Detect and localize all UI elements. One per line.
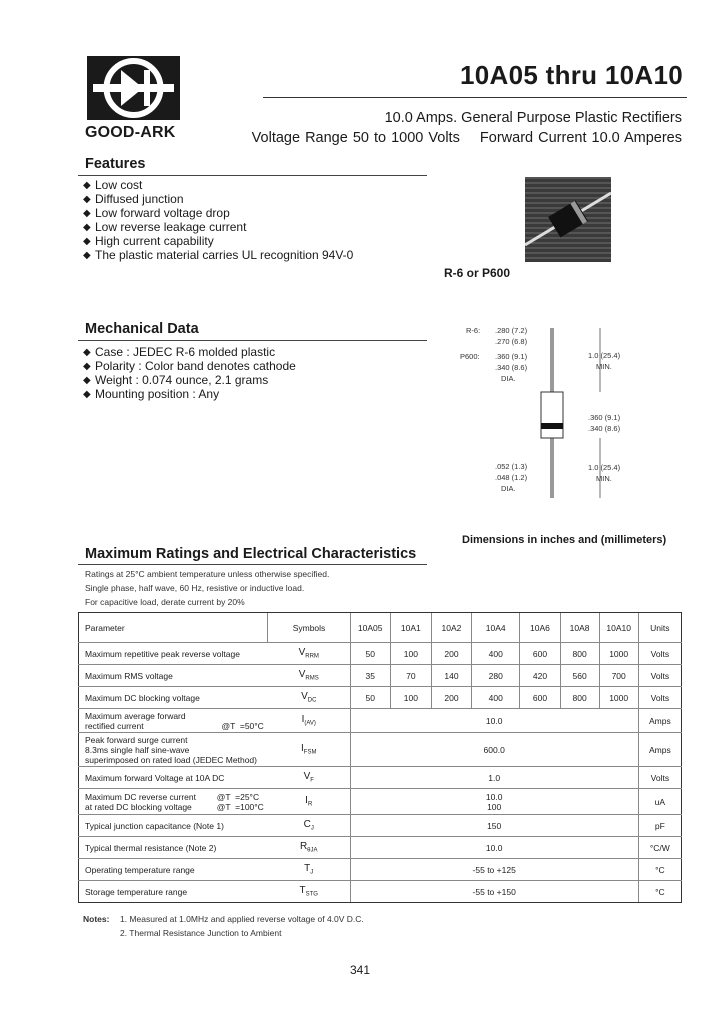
- symbol-text: V: [301, 691, 308, 703]
- lead-top-dim-b: MIN.: [596, 362, 612, 371]
- footnotes: [83, 914, 364, 938]
- symbol-subscript: θJA: [307, 847, 318, 854]
- table-row: [79, 815, 682, 837]
- table-header-row: [79, 613, 682, 643]
- parameter-cell: [79, 881, 268, 903]
- mechanical-heading: Mechanical Data: [85, 321, 199, 337]
- parameter-text: Maximum average forward rectified current: [85, 710, 186, 731]
- parameter-wrap: [85, 865, 264, 875]
- notes-label: Notes:: [83, 914, 110, 924]
- unit-cell: Volts: [638, 687, 681, 709]
- bullet-diamond-icon: ◆: [83, 221, 91, 233]
- rectifier-photo: [525, 177, 611, 262]
- list-item-text: Mounting position : Any: [95, 387, 220, 401]
- merged-value-cell: 10.0 100: [350, 789, 638, 815]
- parameter-cell: [79, 815, 268, 837]
- list-item-text: Polarity : Color band denotes cathode: [95, 359, 296, 373]
- parameter-cell: [79, 837, 268, 859]
- symbol-cell: [268, 859, 350, 881]
- parameter-cell: [79, 665, 268, 687]
- symbol-subscript: FSM: [303, 749, 317, 756]
- symbol-subscript: STG: [305, 891, 318, 898]
- list-item: [83, 359, 296, 373]
- ratings-divider: [78, 564, 427, 565]
- merged-value-cell: 1.0: [350, 767, 638, 789]
- ratings-note-3: For capacitive load, derate current by 20%: [85, 597, 245, 607]
- symbol-cell: [268, 837, 350, 859]
- value-cell: 400: [472, 687, 520, 709]
- symbol-cell: [268, 733, 350, 767]
- table-row: [79, 709, 682, 733]
- wire-dim-b: .048 (1.2): [495, 473, 528, 482]
- lead-bottom-dim-a: 1.0 (25.4): [588, 463, 621, 472]
- parameter-wrap: [85, 735, 264, 765]
- value-cell: 50: [350, 643, 390, 665]
- unit-cell: Amps: [638, 709, 681, 733]
- parameter-wrap: [85, 792, 264, 812]
- column-header: 10A8: [560, 613, 599, 643]
- ratings-note-2: Single phase, half wave, 60 Hz, resistive or inductive load.: [85, 583, 305, 593]
- value-cell: 1000: [599, 643, 638, 665]
- unit-cell: uA: [638, 789, 681, 815]
- list-item: [83, 234, 353, 248]
- lead-top-dim-a: 1.0 (25.4): [588, 351, 621, 360]
- bullet-diamond-icon: ◆: [83, 179, 91, 191]
- bullet-diamond-icon: ◆: [83, 193, 91, 205]
- table-row: [79, 687, 682, 709]
- parameter-wrap: [85, 671, 264, 681]
- value-cell: 100: [390, 643, 431, 665]
- symbol-cell: [268, 709, 350, 733]
- p600-dim-b: .340 (8.6): [495, 363, 528, 372]
- value-cell: 420: [520, 665, 560, 687]
- product-ratings-summary: Voltage Range 50 to 1000 Volts Forward Current 10.0 Amperes: [251, 130, 682, 146]
- value-cell: 600: [520, 687, 560, 709]
- unit-cell: Amps: [638, 733, 681, 767]
- value-cell: 50: [350, 687, 390, 709]
- value-cell: 560: [560, 665, 599, 687]
- parameter-wrap: [85, 711, 264, 731]
- body-dim-a: .360 (9.1): [588, 413, 621, 422]
- parameter-cell: [79, 767, 268, 789]
- features-list: [83, 178, 353, 262]
- value-cell: 1000: [599, 687, 638, 709]
- mechanical-list: [83, 345, 296, 401]
- parameter-cell: [79, 789, 268, 815]
- list-item: [83, 220, 353, 234]
- list-item: [83, 178, 353, 192]
- parameter-cell: [79, 687, 268, 709]
- parameter-wrap: [85, 693, 264, 703]
- bullet-diamond-icon: ◆: [83, 360, 91, 372]
- column-header: Parameter: [79, 613, 268, 643]
- wire-dim-a: .052 (1.3): [495, 462, 528, 471]
- symbol-text: I: [301, 714, 305, 726]
- symbol-subscript: RRM: [305, 653, 319, 660]
- symbol-cell: [268, 687, 350, 709]
- symbol-cell: [268, 789, 350, 815]
- symbol-cell: [268, 665, 350, 687]
- symbol-cell: [268, 815, 350, 837]
- column-header: 10A2: [431, 613, 471, 643]
- unit-cell: Volts: [638, 643, 681, 665]
- list-item: [83, 387, 296, 401]
- column-header: 10A05: [350, 613, 390, 643]
- parameter-wrap: [85, 773, 264, 783]
- merged-value-cell: -55 to +150: [350, 881, 638, 903]
- symbol-text: V: [303, 771, 311, 783]
- symbol-text: R: [299, 841, 308, 853]
- product-subtitle: 10.0 Amps. General Purpose Plastic Rectifiers: [384, 110, 682, 126]
- parameter-text: Storage temperature range: [85, 886, 188, 897]
- bullet-diamond-icon: ◆: [83, 346, 91, 358]
- value-cell: 800: [560, 643, 599, 665]
- symbol-cell: [268, 767, 350, 789]
- merged-value-cell: 150: [350, 815, 638, 837]
- good-ark-logo: [87, 56, 180, 120]
- body-dim-b: .340 (8.6): [588, 424, 621, 433]
- bullet-diamond-icon: ◆: [83, 235, 91, 247]
- parameter-text: Maximum DC reverse current at rated DC blocking voltage: [85, 791, 196, 812]
- bullet-diamond-icon: ◆: [83, 207, 91, 219]
- parameter-text: Maximum forward Voltage at 10A DC: [85, 772, 225, 783]
- list-item: [83, 345, 296, 359]
- features-divider: [78, 175, 427, 176]
- lead-bottom-dim-b: MIN.: [596, 474, 612, 483]
- symbol-cell: [268, 881, 350, 903]
- parameter-wrap: [85, 887, 264, 897]
- bullet-diamond-icon: ◆: [83, 374, 91, 386]
- list-item: [83, 373, 296, 387]
- parameter-text: Maximum DC blocking voltage: [85, 692, 200, 703]
- dia-label-1: DIA.: [501, 374, 516, 383]
- unit-cell: °C: [638, 881, 681, 903]
- symbol-subscript: J: [310, 869, 314, 876]
- r6-dim-b: .270 (6.8): [495, 337, 528, 346]
- ratings-note-1: Ratings at 25°C ambient temperature unless otherwise specified.: [85, 569, 330, 579]
- value-cell: 800: [560, 687, 599, 709]
- dia-label-2: DIA.: [501, 484, 516, 493]
- parameter-cell: [79, 859, 268, 881]
- list-item: [83, 206, 353, 220]
- parameter-text: Maximum repetitive peak reverse voltage: [85, 648, 240, 659]
- list-item-text: Low forward voltage drop: [95, 206, 230, 220]
- table-row: [79, 837, 682, 859]
- merged-value-cell: 10.0: [350, 837, 638, 859]
- parameter-text: Typical thermal resistance (Note 2): [85, 842, 217, 853]
- list-item-text: Low reverse leakage current: [95, 220, 247, 234]
- title-divider: [263, 97, 687, 98]
- column-header: Units: [638, 613, 681, 643]
- part-title: 10A05 thru 10A10: [459, 60, 683, 90]
- condition-text: @T =50°C: [221, 720, 264, 731]
- parameter-wrap: [85, 649, 264, 659]
- page-number: 341: [349, 963, 371, 977]
- table-row: [79, 733, 682, 767]
- features-heading: Features: [85, 156, 146, 172]
- list-item-text: Diffused junction: [95, 192, 184, 206]
- list-item-text: Case : JEDEC R-6 molded plastic: [95, 345, 276, 359]
- parameter-text: Peak forward surge current 8.3ms single half sine-wave superimposed on rated load (JEDEC Method): [85, 734, 257, 765]
- column-header: 10A6: [520, 613, 560, 643]
- value-cell: 100: [390, 687, 431, 709]
- symbol-subscript: RMS: [305, 675, 319, 682]
- column-header: 10A10: [599, 613, 638, 643]
- merged-value-cell: 600.0: [350, 733, 638, 767]
- parameter-wrap: [85, 843, 264, 853]
- unit-cell: °C/W: [638, 837, 681, 859]
- list-item-text: The plastic material carries UL recognition 94V-0: [95, 248, 354, 262]
- symbol-subscript: J: [310, 825, 314, 832]
- value-cell: 600: [520, 643, 560, 665]
- column-header: Symbols: [268, 613, 350, 643]
- value-cell: 200: [431, 643, 471, 665]
- column-header: 10A4: [472, 613, 520, 643]
- symbol-subscript: F: [310, 777, 314, 784]
- symbol-subscript: R: [307, 801, 313, 808]
- table-row: [79, 643, 682, 665]
- bullet-diamond-icon: ◆: [83, 249, 91, 261]
- parameter-text: Operating temperature range: [85, 864, 195, 875]
- list-item: [83, 248, 353, 262]
- symbol-cell: [268, 643, 350, 665]
- value-cell: 35: [350, 665, 390, 687]
- symbol-text: V: [298, 669, 306, 681]
- list-item-text: Low cost: [95, 178, 143, 192]
- table-row: [79, 881, 682, 903]
- column-header: 10A1: [390, 613, 431, 643]
- note-1: 1. Measured at 1.0MHz and applied reverse voltage of 4.0V D.C.: [120, 914, 364, 924]
- parameter-text: Maximum RMS voltage: [85, 670, 173, 681]
- r6-dim-a: .280 (7.2): [495, 326, 528, 335]
- value-cell: 700: [599, 665, 638, 687]
- symbol-text: T: [299, 885, 306, 897]
- parameter-text: Typical junction capacitance (Note 1): [85, 820, 224, 831]
- bullet-diamond-icon: ◆: [83, 388, 91, 400]
- value-cell: 200: [431, 687, 471, 709]
- value-cell: 140: [431, 665, 471, 687]
- symbol-subscript: (AV): [304, 720, 316, 727]
- ratings-heading: Maximum Ratings and Electrical Characteristics: [85, 546, 417, 562]
- symbol-text: I: [301, 743, 304, 755]
- mechanical-divider: [78, 340, 427, 341]
- list-item-text: Weight : 0.074 ounce, 2.1 grams: [95, 373, 269, 387]
- symbol-subscript: DC: [307, 697, 317, 704]
- table-row: [79, 859, 682, 881]
- note-2: 2. Thermal Resistance Junction to Ambient: [120, 928, 282, 938]
- list-item-text: High current capability: [95, 234, 214, 248]
- value-cell: 280: [472, 665, 520, 687]
- symbol-text: I: [305, 795, 308, 807]
- symbol-text: V: [298, 647, 306, 659]
- value-cell: 70: [390, 665, 431, 687]
- value-cell: 400: [472, 643, 520, 665]
- list-item: [83, 192, 353, 206]
- unit-cell: Volts: [638, 767, 681, 789]
- parameter-cell: [79, 709, 268, 733]
- package-label: R-6 or P600: [444, 266, 511, 280]
- table-row: [79, 767, 682, 789]
- parameter-cell: [79, 643, 268, 665]
- table-row: [79, 789, 682, 815]
- r6-label: R-6:: [466, 326, 481, 335]
- unit-cell: pF: [638, 815, 681, 837]
- dimension-caption: Dimensions in inches and (millimeters): [462, 534, 667, 546]
- condition-text: @T =25°C @T =100°C: [216, 791, 264, 812]
- ratings-table: [78, 612, 682, 903]
- merged-value-cell: 10.0: [350, 709, 638, 733]
- p600-dim-a: .360 (9.1): [495, 352, 528, 361]
- symbol-text: C: [303, 819, 311, 831]
- package-dimension-drawing: [455, 320, 625, 500]
- symbol-text: T: [304, 863, 311, 875]
- unit-cell: °C: [638, 859, 681, 881]
- merged-value-cell: -55 to +125: [350, 859, 638, 881]
- table-row: [79, 665, 682, 687]
- p600-label: P600:: [460, 352, 480, 361]
- parameter-wrap: [85, 821, 264, 831]
- unit-cell: Volts: [638, 665, 681, 687]
- parameter-cell: [79, 733, 268, 767]
- brand-name: GOOD-ARK: [85, 124, 176, 141]
